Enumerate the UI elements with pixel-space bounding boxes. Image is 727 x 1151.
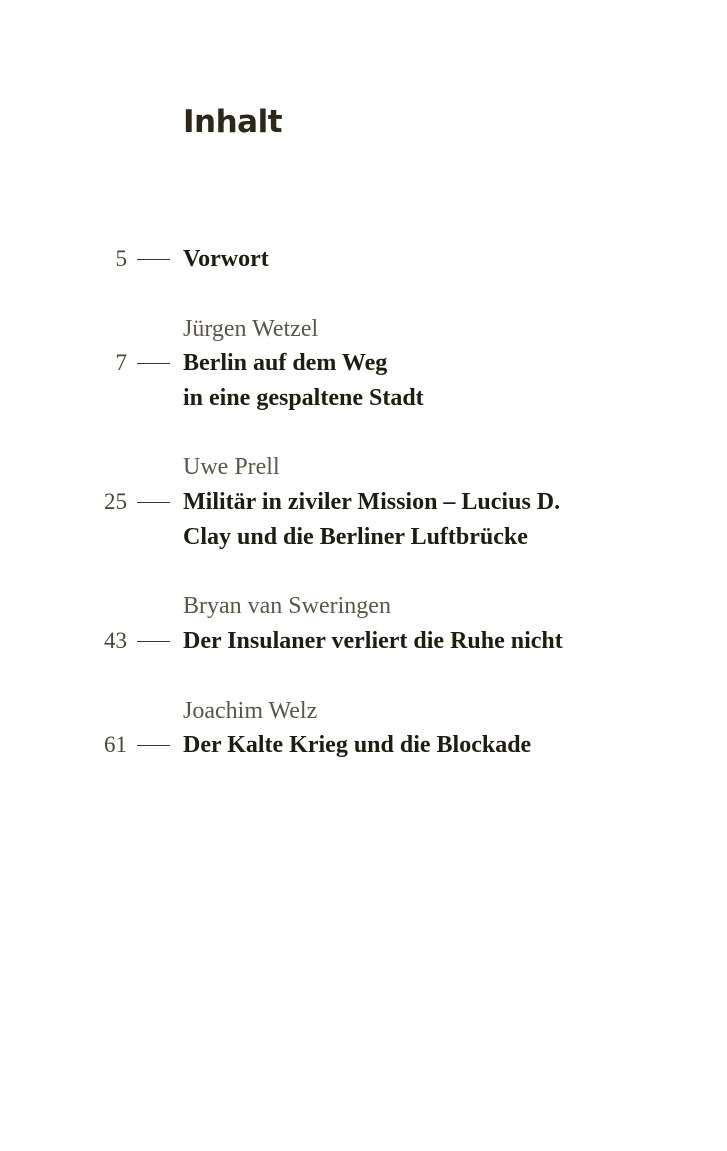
entry-title: Vorwort — [183, 246, 269, 272]
page-number: 5 — [115, 246, 127, 271]
page-number: 43 — [104, 628, 127, 653]
entry-author: Jürgen Wetzel — [183, 316, 319, 342]
dash-separator — [137, 641, 170, 642]
dash-separator — [137, 502, 170, 503]
entry-title: Berlin auf dem Weg — [183, 350, 388, 376]
page-number: 61 — [104, 732, 127, 757]
page-number: 7 — [115, 350, 127, 375]
entry-title: Der Insulaner verliert die Ruhe nicht — [183, 628, 563, 654]
entry-title-continued: in eine gespaltene Stadt — [183, 385, 424, 411]
entry-title: Militär in ziviler Mission – Lucius D. — [183, 489, 561, 515]
entry-author: Joachim Welz — [183, 698, 318, 724]
page-title: Inhalt — [183, 104, 283, 140]
entry-author: Uwe Prell — [183, 454, 280, 480]
entry-title-continued: Clay und die Berliner Luftbrücke — [183, 524, 528, 550]
dash-separator — [137, 745, 170, 746]
page-number: 25 — [104, 489, 127, 514]
dash-separator — [137, 259, 170, 260]
dash-separator — [137, 363, 170, 364]
entry-author: Bryan van Sweringen — [183, 593, 391, 619]
entry-title: Der Kalte Krieg und die Blockade — [183, 732, 532, 758]
